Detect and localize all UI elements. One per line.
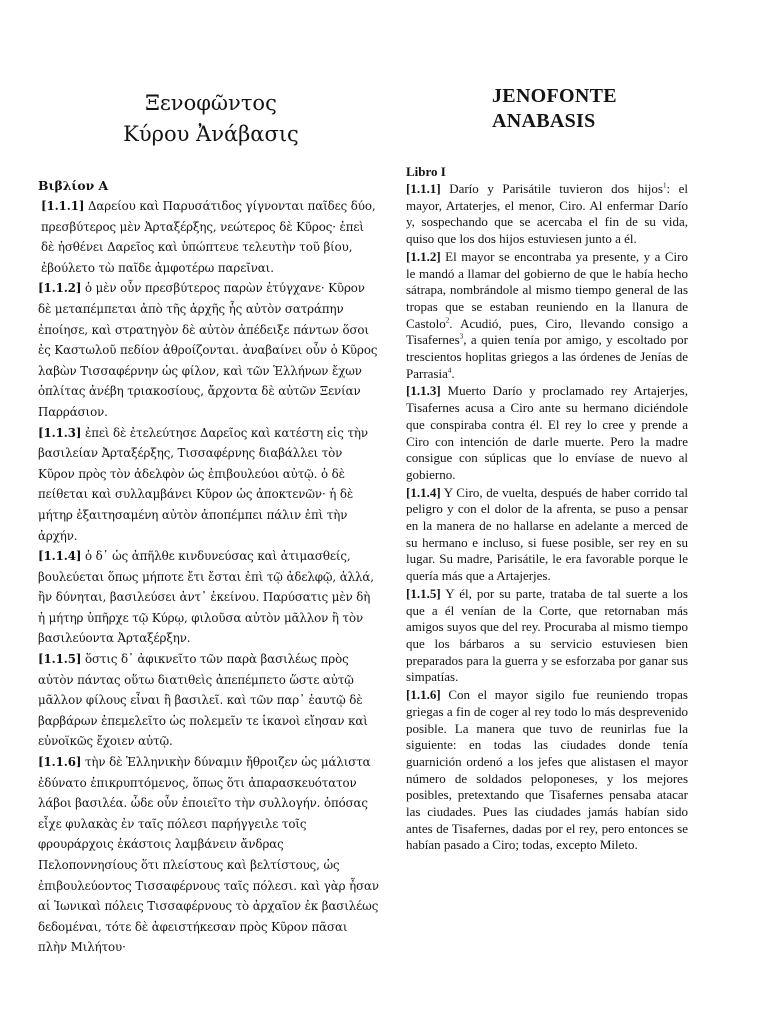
spanish-text-2b: . Acudió, pues, Ciro, llevando consigo a Tisafernes [406, 315, 688, 348]
spanish-text-2d: . [451, 365, 455, 381]
spanish-text-2c: , a quien tenía por amigo, y escoltado por trescientos hoplitas griegos a las órdenes de Jenías de Parrasia [406, 332, 688, 381]
greek-ref-3: [1.1.3] [38, 425, 82, 440]
greek-text-1: Δαρείου καὶ Παρυσάτιδος γίγνονται παῖδες δύο, πρεσβύτερος μὲν Ἀρταξέρξης, νεώτερος δὲ Κῦρος· ἐπεὶ δὲ ἠσθένει Δαρεῖος καὶ ὑπώπτευε τελευτὴν τοῦ βίου, ἐβούλετο τὼ παῖδε ἀμφοτέρω παρεῖναι. [41, 199, 376, 275]
greek-title-author: Ξενοφῶντος [145, 91, 277, 115]
spanish-column [406, 84, 688, 855]
spanish-title-work: ANABASIS [492, 110, 596, 132]
spanish-paragraph-3 [406, 383, 688, 483]
greek-ref-4: [1.1.4] [38, 549, 82, 564]
spanish-text-5: Y él, por su parte, trataba de tal suerte a los que a él venían de la Corte, que retornaban más amigos suyos que del rey. Procuraba al mismo tiempo que los bárbaros a su servicio estuviesen bien preparados para la guerra y se esforzaba por ganar sus simpatías. [406, 585, 688, 685]
greek-text-5: ὅστις δ᾽ ἀφικνεῖτο τῶν παρὰ βασιλέως πρὸς αὐτὸν πάντας οὕτω διατιθεὶς ἀπεπέμπετο ὥστε αὐτῷ μᾶλλον φίλους εἶναι ἢ βασιλεῖ. καὶ τῶν παρ᾽ ἑαυτῷ δὲ βαρβάρων ἐπεμελεῖτο ὡς πολεμεῖν τε ἱκανοὶ εἴησαν καὶ εὐνοϊκῶς ἔχοιεν αὐτῷ. [38, 652, 368, 749]
spanish-text-1a: Darío y Parisátile tuvieron dos hijos [440, 181, 663, 196]
spanish-paragraph-1 [406, 181, 688, 248]
greek-text-6: τὴν δὲ Ἑλληνικὴν δύναμιν ἤθροιζεν ὡς μάλιστα ἐδύνατο ἐπικρυπτόμενος, ὅπως ὅτι ἀπαρασκευότατον λάβοι βασιλέα. ὧδε οὖν ἐποιεῖτο τὴν συλλογήν. ὁπόσας εἶχε φυλακὰς ἐν ταῖς πόλεσι παρήγγειλε τοῖς φρουράρχοις ἑκάστοις λαμβάνειν ἄνδρας Πελοποννησίους ὅτι πλείστους καὶ βελτίστους, ὡς ἐπιβουλεύοντος Τισσαφέρνους ταῖς πόλεσι. καὶ γὰρ ἦσαν αἱ Ἰωνικαὶ πόλεις Τισσαφέρνους τὸ ἀρχαῖον ἐκ βασιλέως δεδομέναι, τότε δὲ ἀφειστήκεσαν πρὸς Κῦρον πᾶσαι πλὴν Μιλήτου· [38, 755, 379, 955]
greek-paragraph-1 [38, 196, 380, 278]
spanish-ref-3: [1.1.3] [406, 383, 441, 399]
greek-paragraph-6 [38, 752, 380, 958]
greek-paragraph-5 [38, 649, 380, 752]
footnote-marker-3: 3 [459, 333, 464, 341]
spanish-text-6: Con el mayor sigilo fue reuniendo tropas griegas a fin de coger al rey todo lo más desprevenido posible. La manera que tuvo de reunirlas fue la siguiente: en todas las ciudades donde tenía guarnición ordenó a los jefes que alistasen el mayor número de soldados peloponeses, y los mejores posibles, pretextando que Tisafernes pensaba atacar las ciudades. Pues las ciudades jamás habían sido antes de Tisafernes, dadas por el rey, pero entonces se habían pasado a Ciro; todas, excepto Mileto. [406, 687, 688, 853]
spanish-ref-1: [1.1.1] [406, 181, 441, 196]
spanish-text-2a: El mayor se encontraba ya presente, y a Ciro le mandó a llamar del gobierno de que le había hecho sátrapa, nombrándole al mismo tiempo general de las tropas que se estaban reuniendo en la llanura de Castolo [406, 248, 688, 331]
greek-column [38, 88, 380, 958]
spanish-paragraph-5 [406, 586, 688, 686]
spanish-paragraph-2 [406, 249, 688, 383]
spanish-text-4: Y Ciro, de vuelta, después de haber corrido tal peligro y con el dolor de la afrenta, se puso a pensar en la manera de no hallarse en adelante a merced de su hermano e incluso, si fuese posible, ser rey en su lugar. Su madre, Parisátile, le era favorable porque le quería más que a Artajerjes. [406, 484, 688, 584]
greek-ref-6: [1.1.6] [38, 755, 82, 770]
greek-ref-2: [1.1.2] [38, 281, 82, 296]
greek-book-heading: Βιβλίον A [38, 178, 109, 193]
greek-paragraph-3 [38, 423, 380, 547]
spanish-ref-5: [1.1.5] [406, 585, 441, 601]
spanish-text-1b: : el mayor, Artaterjes, el menor, Ciro. Al enfermar Darío y, sospechando que se acercaba el fin de su vida, quiso que los dos hijos estuviesen junto a él. [406, 181, 689, 247]
greek-paragraph-4 [38, 546, 380, 649]
spanish-title-author: JENOFONTE [492, 85, 617, 107]
footnote-marker-1: 1 [662, 181, 667, 190]
greek-paragraph-2 [38, 278, 380, 422]
spanish-text-3: Muerto Darío y proclamado rey Artajerjes, Tisafernes acusa a Ciro ante su hermano diciéndole que conspiraba contra él. El rey lo cree y prende a Ciro con intención de darle muerte. Pero la madre consigue con súplicas que lo envíase de nuevo al gobierno. [406, 383, 688, 482]
greek-text-3: ἐπεὶ δὲ ἐτελεύτησε Δαρεῖος καὶ κατέστη εἰς τὴν βασιλείαν Ἀρταξέρξης, Τισσαφέρνης διαβάλλει τὸν Κῦρον πρὸς τὸν ἀδελφὸν ὡς ἐπιβουλεύοι αὐτῷ. ὁ δὲ πείθεται καὶ συλλαμβάνει Κῦρον ὡς ἀποκτενῶν· ἡ δὲ μήτηρ ἐξαιτησαμένη αὐτὸν ἀποπέμπει πάλιν ἐπὶ τὴν ἀρχήν. [38, 425, 368, 543]
spanish-title [492, 84, 688, 134]
spanish-ref-6: [1.1.6] [406, 687, 441, 703]
spanish-book-heading: Libro I [406, 164, 446, 179]
spanish-paragraph-6 [406, 687, 688, 854]
spanish-ref-4: [1.1.4] [406, 484, 441, 500]
greek-text-2: ὁ μὲν οὖν πρεσβύτερος παρὼν ἐτύγχανε· Κῦρον δὲ μεταπέμπεται ἀπὸ τῆς ἀρχῆς ἧς αὐτὸν σατράπην ἐποίησε, καὶ στρατηγὸν δὲ αὐτὸν ἀπέδειξε πάντων ὅσοι ἐς Καστωλοῦ πεδίον ἁθροίζονται. ἀναβαίνει οὖν ὁ Κῦρος λαβὼν Τισσαφέρνην ὡς φίλον, καὶ τῶν Ἑλλήνων ἔχων ὁπλίτας ἀνέβη τριακοσίους, ἄρχοντα δὲ αὐτῶν Ξενίαν Παρράσιον. [38, 281, 378, 419]
greek-ref-1: [1.1.1] [41, 199, 85, 213]
greek-title-work: Κύρου Ἀνάβασις [123, 122, 299, 146]
greek-title [38, 88, 380, 150]
spanish-ref-2: [1.1.2] [406, 248, 441, 264]
greek-ref-5: [1.1.5] [38, 652, 82, 667]
spanish-paragraph-4 [406, 485, 688, 585]
footnote-marker-2: 2 [445, 316, 450, 325]
greek-text-4: ὁ δ᾽ ὡς ἀπῆλθε κινδυνεύσας καὶ ἀτιμασθείς, βουλεύεται ὅπως μήποτε ἔτι ἔσται ἐπὶ τῷ ἀδελφῷ, ἀλλά, ἢν δύνηται, βασιλεύσει ἀντ᾽ ἐκείνου. Παρύσατις μὲν δὴ ἡ μήτηρ ὑπῆρχε τῷ Κύρῳ, φιλοῦσα αὐτὸν μᾶλλον ἢ τὸν βασιλεύοντα Ἀρταξέρξην. [38, 549, 374, 646]
footnote-marker-4: 4 [447, 366, 452, 375]
